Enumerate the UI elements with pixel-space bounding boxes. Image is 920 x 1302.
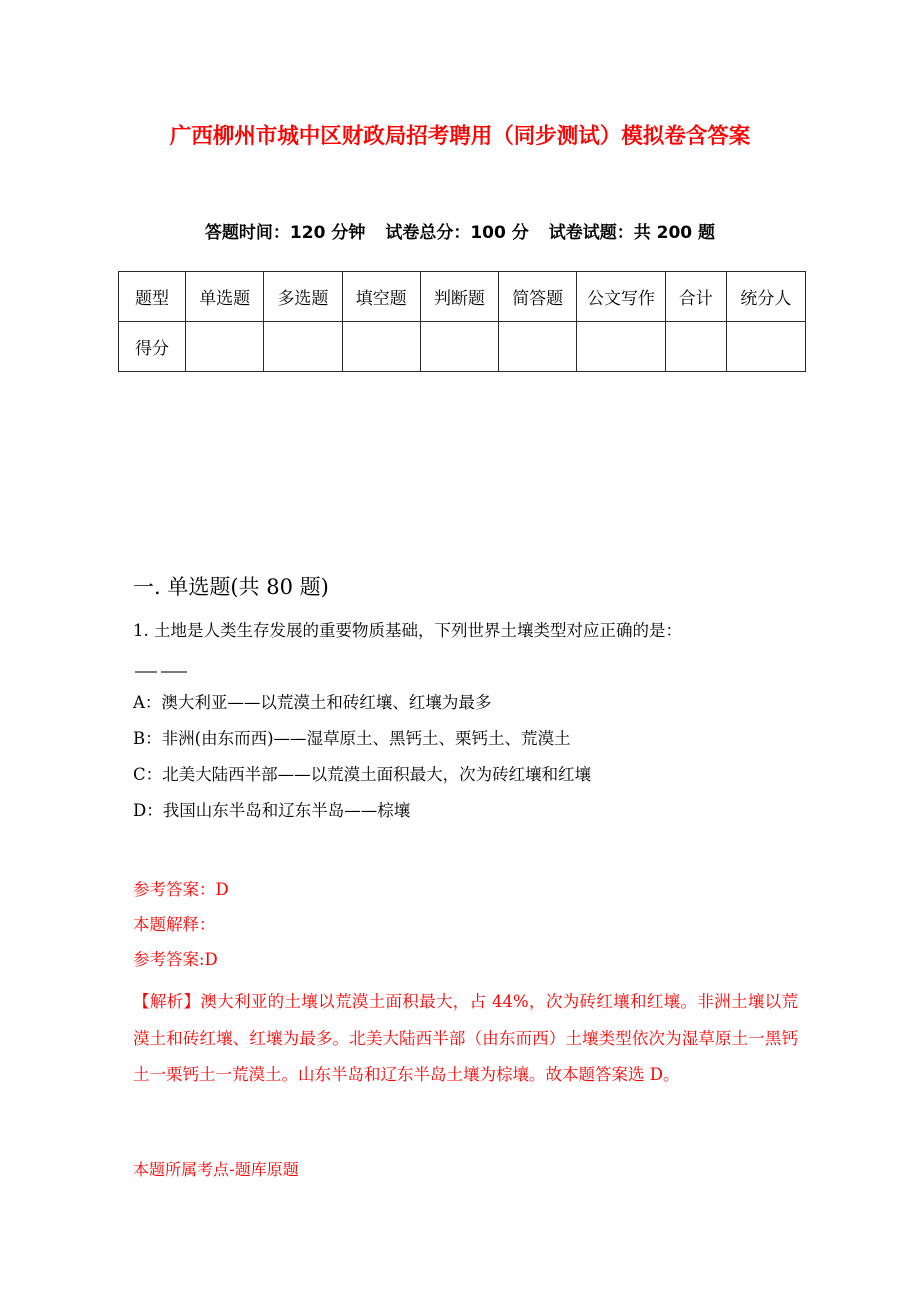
question-block: [133, 613, 793, 829]
option-c[interactable]: C：北美大陆西半部——以荒漠土面积最大，次为砖红壤和红壤: [133, 765, 592, 784]
exam-duration: 答题时间：120 分钟: [204, 223, 366, 243]
question-source-label: 本题所属考点-题库原题: [133, 1160, 299, 1179]
score-cell[interactable]: [665, 322, 726, 372]
explanation-text: 【解析】澳大利亚的土壤以荒漠土面积最大，占 44%，次为砖红壤和红壤。非洲土壤以荒漠土和砖红壤、红壤为最多。北美大陆西半部（由东而西）土壤类型依次为湿草原土一黑钙土一栗钙土一荒漠土。山东半岛和辽东半岛土壤为棕壤。故本题答案选 D。: [133, 992, 798, 1084]
score-cell[interactable]: [342, 322, 420, 372]
score-table-header-cell: 公文写作: [577, 272, 665, 322]
score-table: [118, 271, 806, 372]
score-cell[interactable]: [420, 322, 498, 372]
score-cell[interactable]: [499, 322, 577, 372]
score-table-header-cell: 填空题: [342, 272, 420, 322]
table-row-header: [119, 272, 806, 322]
score-table-header-cell: 单选题: [186, 272, 264, 322]
score-table-header-cell: 判断题: [420, 272, 498, 322]
option-d[interactable]: D：我国山东半岛和辽东半岛——棕壤: [133, 801, 411, 820]
table-row: [119, 322, 806, 372]
explanation-heading: 本题解释：: [133, 915, 216, 934]
section-heading: 一. 单选题(共 80 题): [133, 575, 329, 599]
exam-question-count: 试卷试题：共 200 题: [548, 223, 716, 243]
answer-block: [133, 872, 798, 1094]
reference-answer: 参考答案：D: [133, 880, 229, 899]
score-table-header-cell: 合计: [665, 272, 726, 322]
option-b[interactable]: B：非洲(由东而西)——湿草原土、黑钙土、栗钙土、荒漠土: [133, 729, 571, 748]
blank-rule-segment-right: [161, 671, 187, 673]
reference-answer-repeat: 参考答案:D: [133, 950, 218, 969]
exam-total-score: 试卷总分：100 分: [385, 223, 529, 243]
exam-meta-line: [0, 218, 920, 243]
score-cell[interactable]: [264, 322, 342, 372]
score-cell[interactable]: [726, 322, 805, 372]
answer-blank-rule: [133, 649, 793, 685]
question-stem: 1. 土地是人类生存发展的重要物质基础，下列世界土壤类型对应正确的是：: [133, 621, 682, 640]
score-cell[interactable]: [577, 322, 665, 372]
option-a[interactable]: A：澳大利亚——以荒漠土和砖红壤、红壤为最多: [133, 693, 492, 712]
score-table-row-label: 得分: [119, 322, 186, 372]
score-table-header-cell: 题型: [119, 272, 186, 322]
score-table-header-cell: 多选题: [264, 272, 342, 322]
score-cell[interactable]: [186, 322, 264, 372]
page-title: 广西柳州市城中区财政局招考聘用（同步测试）模拟卷含答案: [169, 124, 751, 149]
score-table-header-cell: 简答题: [499, 272, 577, 322]
blank-rule-segment-left: [135, 671, 157, 673]
score-table-header-cell: 统分人: [726, 272, 805, 322]
